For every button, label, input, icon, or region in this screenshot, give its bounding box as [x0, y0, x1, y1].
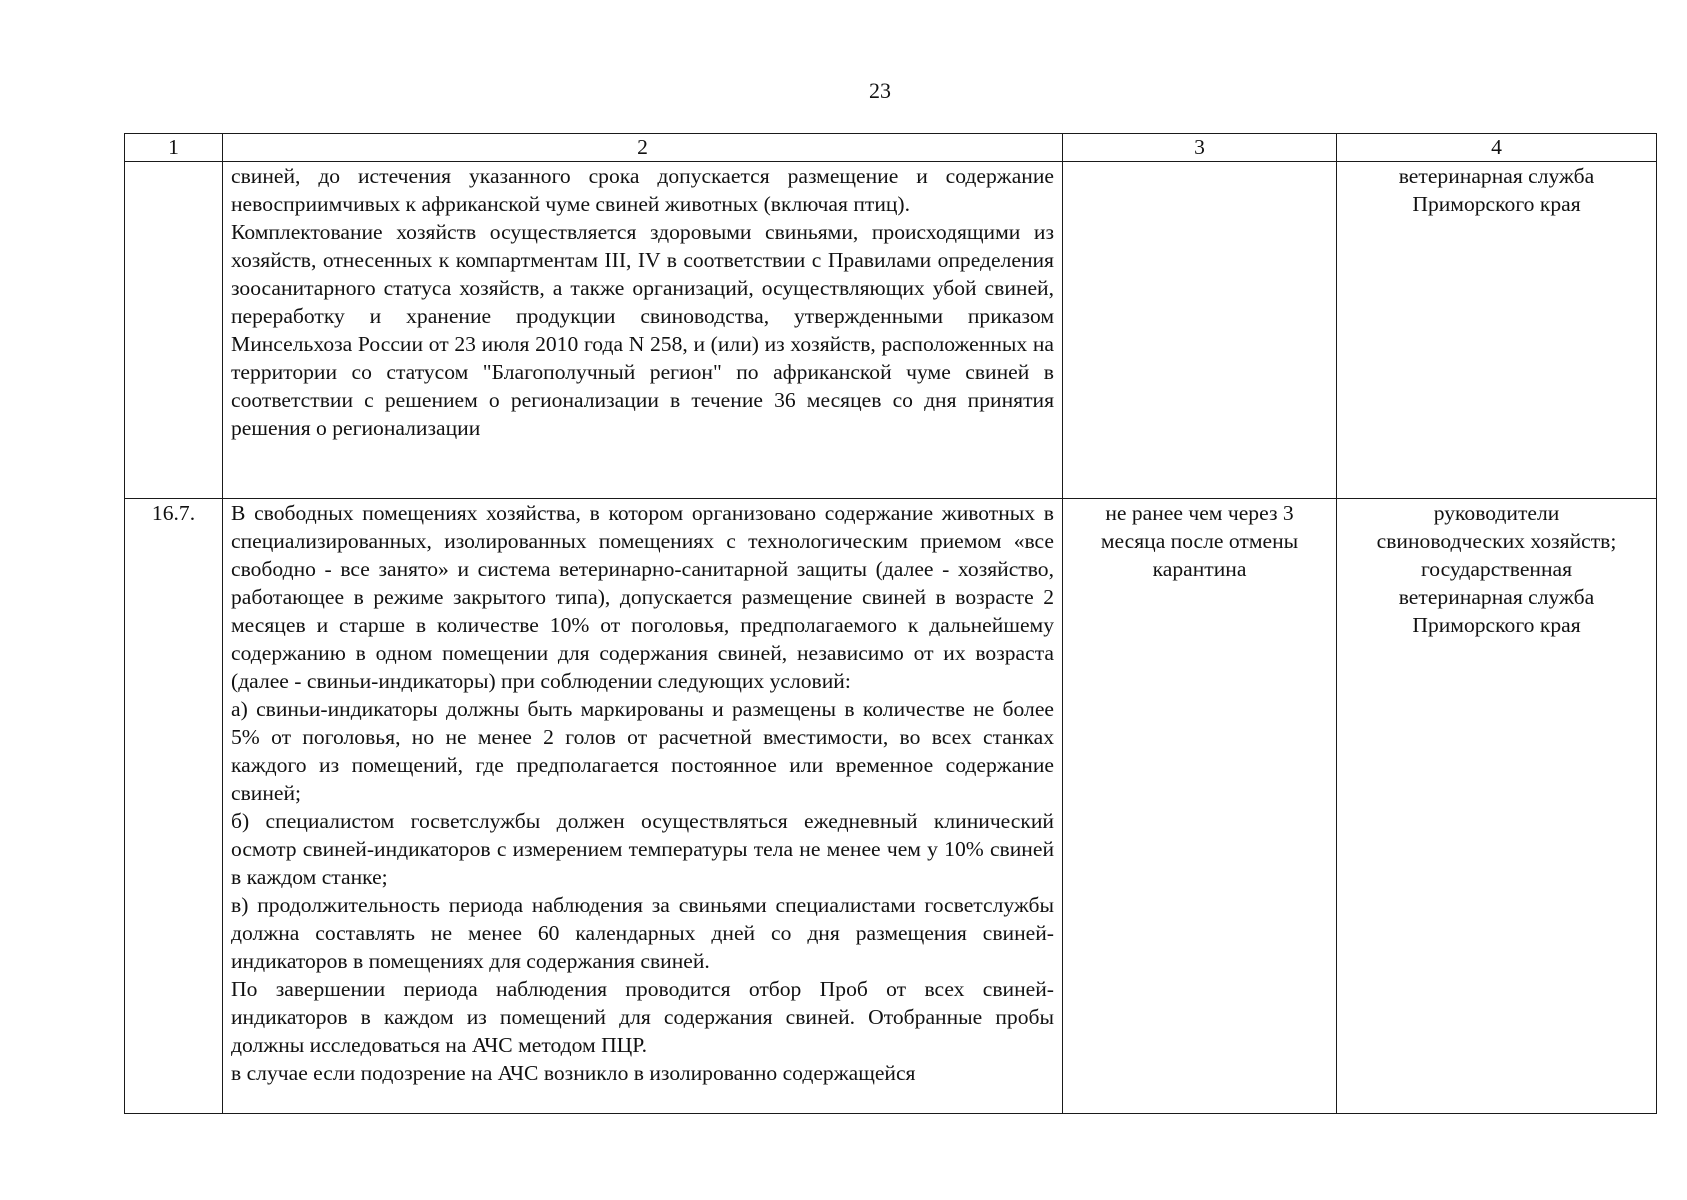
measure-paragraph: Комплектование хозяйств осуществляется здоровыми свиньями, происходящими из хозяйств, отнесенных к компартментам III, IV в соответствии с Правилами определения зоосанитарного статуса хозяйств, а также организаций, осуществляющих убой свиней, переработку и хранение продукции свиноводства, утвержденными приказом Минсельхоза России от 23 июля 2010 года N 258, и (или) из хозяйств, расположенных на территории со статусом "Благополучный регион" по африканской чуме свиней в соответствии с решением о регионализации в течение 36 месяцев со дня принятия решения о регионализации	[231, 220, 1054, 440]
measure-text-cell	[223, 499, 1063, 1114]
term-line: месяца после отмены	[1100, 529, 1299, 553]
responsible-line: руководители	[1433, 501, 1560, 525]
page-number: 23	[869, 78, 891, 103]
measure-paragraph: б) специалистом госветслужбы должен осуществляться ежедневный клинический осмотр свиней-индикаторов с измерением температуры тела не менее чем у 10% свиней в каждом станке;	[231, 809, 1054, 889]
column-number-1: 1	[125, 134, 223, 162]
table-header-row	[125, 134, 1657, 162]
row-number-cell	[125, 162, 223, 499]
table-row	[125, 162, 1657, 499]
responsible-line: свиноводческих хозяйств;	[1376, 529, 1617, 553]
responsible-line: ветеринарная служба	[1398, 585, 1595, 609]
row-number-cell: 16.7.	[125, 499, 223, 1114]
term-cell	[1063, 499, 1337, 1114]
term-line: карантина	[1152, 557, 1247, 581]
measures-table	[124, 133, 1657, 1114]
measure-paragraph: В свободных помещениях хозяйства, в котором организовано содержание животных в специализированных, изолированных помещениях с технологическим приемом «все свободно - все занято» и система ветеринарно-санитарной защиты (далее - хозяйство, работающее в режиме закрытого типа), допускается размещение свиней в возрасте 2 месяцев и старше в количестве 10% от поголовья, предполагаемого к дальнейшему содержанию в одном помещении для содержания свиней, независимо от их возраста (далее - свиньи-индикаторы) при соблюдении следующих условий:	[231, 501, 1054, 693]
measure-paragraph: свиней, до истечения указанного срока допускается размещение и содержание невосприимчивых к африканской чуме свиней животных (включая птиц).	[231, 164, 1054, 216]
responsible-line: ветеринарная служба	[1398, 164, 1595, 188]
column-number-2: 2	[223, 134, 1063, 162]
responsible-cell	[1337, 499, 1657, 1114]
table-row	[125, 499, 1657, 1114]
term-cell	[1063, 162, 1337, 499]
column-number-3: 3	[1063, 134, 1337, 162]
measure-paragraph: По завершении периода наблюдения проводится отбор Проб от всех свиней-индикаторов в каждом из помещений для содержания свиней. Отобранные пробы должны исследоваться на АЧС методом ПЦР.	[231, 977, 1054, 1057]
responsible-line: государственная	[1420, 557, 1573, 581]
measure-paragraph: в) продолжительность периода наблюдения за свиньями специалистами госветслужбы должна составлять не менее 60 календарных дней со дня размещения свиней-индикаторов в помещениях для содержания свиней.	[231, 893, 1054, 973]
measure-paragraph: в случае если подозрение на АЧС возникло в изолированно содержащейся	[231, 1061, 916, 1085]
responsible-line: Приморского края	[1412, 192, 1581, 216]
column-number-4: 4	[1337, 134, 1657, 162]
measure-text-cell	[223, 162, 1063, 499]
responsible-line: Приморского края	[1412, 613, 1581, 637]
term-line: не ранее чем через 3	[1105, 501, 1294, 525]
measure-paragraph: а) свиньи-индикаторы должны быть маркированы и размещены в количестве не более 5% от поголовья, но не менее 2 голов от расчетной вместимости, во всех станках каждого из помещений, где предполагается постоянное или временное содержание свиней;	[231, 697, 1054, 805]
responsible-cell	[1337, 162, 1657, 499]
